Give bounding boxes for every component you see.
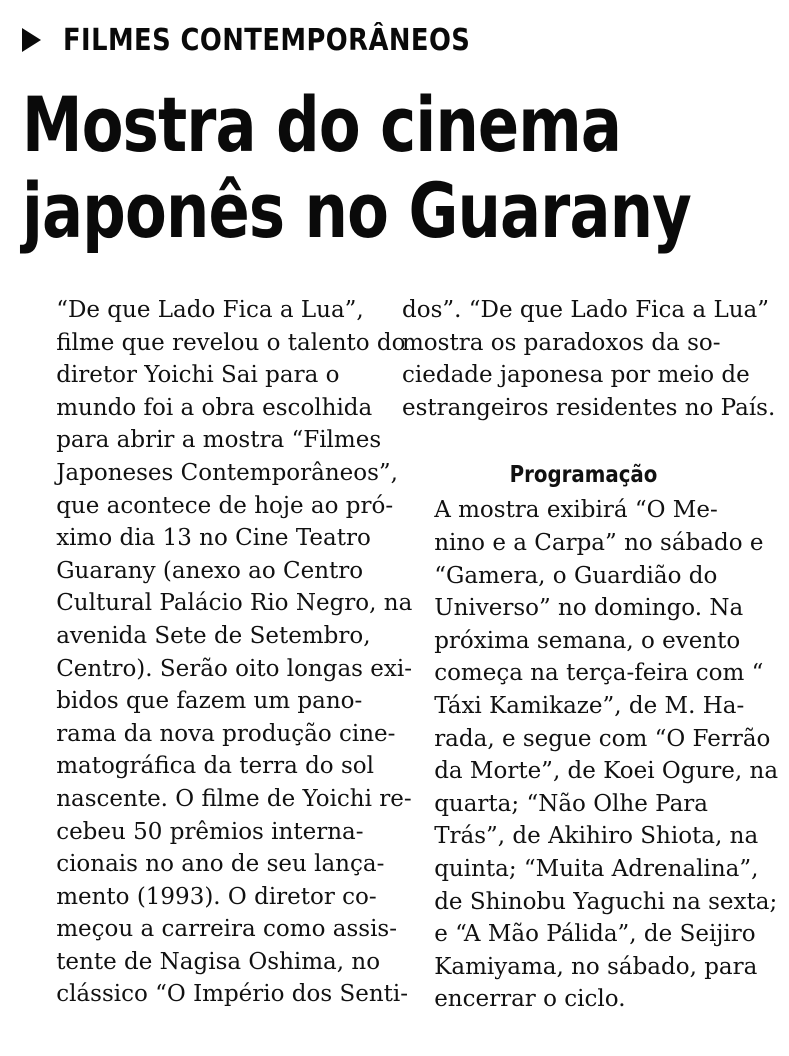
text-line: meçou a carreira como assis- [56, 916, 397, 943]
text-line: mostra os paradoxos da so- [402, 329, 721, 356]
text-line: dos”. “De que Lado Fica a Lua” [402, 297, 770, 323]
text-line: ciedade japonesa por meio de [402, 362, 750, 389]
text-line: próxima semana, o evento [434, 627, 741, 654]
text-line: começa na terça-feira com “ [434, 660, 764, 687]
article-column-right [402, 294, 779, 1016]
section-label: FILMES CONTEMPORÂNEOS [63, 22, 471, 58]
text-line: Táxi Kamikaze”, de M. Ha- [434, 692, 745, 719]
text-line: mento (1993). O diretor co- [56, 883, 377, 910]
text-line: rada, e segue com “O Ferrão [434, 725, 771, 752]
headline-line-1: Mostra do cinema [22, 80, 622, 169]
text-line: “Gamera, o Guardião do [434, 562, 718, 589]
text-line: e “A Mão Pálida”, de Seijiro [434, 921, 756, 948]
text-line: bidos que fazem um pano- [56, 688, 363, 715]
text-line: mundo foi a obra escolhida [56, 394, 373, 421]
text-line: Kamiyama, no sábado, para [434, 953, 758, 980]
text-line: de Shinobu Yaguchi na sexta; [434, 888, 778, 915]
text-line: quarta; “Não Olhe Para [434, 790, 709, 817]
body-paragraph-1-continued [402, 294, 776, 424]
text-line: nino e a Carpa” no sábado e [434, 529, 764, 556]
text-line: cionais no ano de seu lança- [56, 851, 385, 878]
text-line: que acontece de hoje ao pró- [56, 492, 394, 519]
text-line: rama da nova produção cine- [56, 720, 396, 747]
text-line: A mostra exibirá “O Me- [434, 497, 718, 524]
text-line: Universo” no domingo. Na [434, 595, 744, 622]
text-line: avenida Sete de Setembro, [56, 622, 371, 649]
text-line: Guarany (anexo ao Centro [56, 557, 364, 584]
text-line: “De que Lado Fica a Lua”, [56, 297, 364, 323]
text-line: ximo dia 13 no Cine Teatro [56, 525, 371, 552]
text-line: Cultural Palácio Rio Negro, na [56, 590, 413, 617]
text-line: estrangeiros residentes no País. [402, 394, 776, 421]
text-line: matográfica da terra do sol [56, 753, 374, 780]
section-kicker [22, 20, 537, 60]
text-line: quinta; “Muita Adrenalina”, [434, 855, 759, 882]
text-line: tente de Nagisa Oshima, no [56, 948, 381, 975]
text-line: cebeu 50 prêmios interna- [56, 818, 364, 845]
text-line: diretor Yoichi Sai para o [56, 362, 340, 389]
article-column-left [24, 294, 413, 1011]
headline-line-2: japonês no Guarany [22, 166, 692, 255]
text-line: Trás”, de Akihiro Shiota, na [434, 823, 759, 850]
text-line: Centro). Serão oito longas exi- [56, 655, 413, 682]
text-line: nascente. O filme de Yoichi re- [56, 785, 412, 812]
text-line: clássico “O Império dos Senti- [56, 981, 409, 1008]
text-line: para abrir a mostra “Filmes [56, 427, 382, 454]
body-paragraph-2 [402, 494, 779, 1016]
article-headline [22, 82, 691, 254]
triangle-bullet-icon [22, 28, 41, 52]
text-line: Japoneses Contemporâneos”, [56, 459, 398, 486]
text-line: da Morte”, de Koei Ogure, na [434, 758, 779, 785]
text-line: filme que revelou o talento do [56, 329, 406, 356]
subheading: Programação [509, 462, 658, 489]
text-line: encerrar o ciclo. [434, 986, 626, 1013]
body-paragraph-1 [24, 294, 413, 1011]
